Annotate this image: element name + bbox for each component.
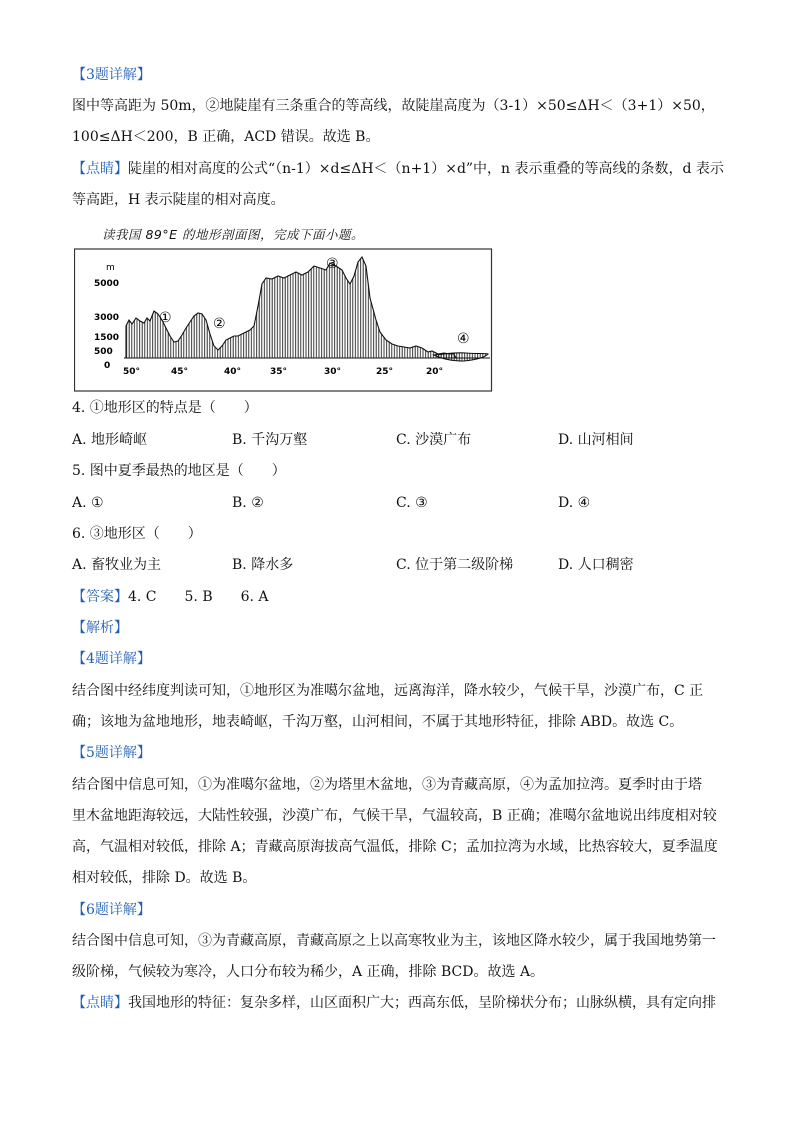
y-tick-label: 1500: [94, 333, 120, 343]
q6-explanation-line1: 结合图中信息可知，③为青藏高原，青藏高原之上以高寒牧业为主，该地区降水较少，属于我国地势第一: [72, 933, 716, 949]
q6-option-c: C. 位于第二级阶梯: [396, 557, 514, 573]
x-tick-label: 20°: [426, 367, 444, 377]
region-label-1: ①: [159, 310, 172, 326]
tip2-text: 我国地形的特征：复杂多样，山区面积广大；西高东低，呈阶梯状分布；山脉纵横，具有定向排: [128, 995, 716, 1011]
y-tick-label: 0: [104, 361, 111, 371]
q3-explanation-line2: 100≤ΔH＜200，B 正确，ACD 错误。故选 B。: [72, 129, 380, 145]
tip1-line2: 等高距，H 表示陡崖的相对高度。: [72, 192, 285, 208]
q5-explanation-line2: 里木盆地距海较远，大陆性较强，沙漠广布，气候干旱，气温较高，B 正确；准噶尔盆地说出纬度相对较: [72, 808, 717, 824]
q4-explanation-line2: 确；该地为盆地地形，地表崎岖，千沟万壑，山河相间，不属于其地形特征，排除 ABD。故选 C。: [72, 714, 684, 730]
q5-option-c: C. ③: [396, 495, 428, 511]
q4-explanation-line1: 结合图中经纬度判读可知，①地形区为准噶尔盆地，远离海洋，降水较少，气候干旱，沙漠广布，C 正: [72, 683, 704, 699]
q5-option-d: D. ④: [558, 495, 591, 511]
q6-explanation-line2: 级阶梯，气候较为寒冷，人口分布较为稀少，A 正确，排除 BCD。故选 A。: [72, 964, 545, 980]
tip2-line1: [72, 994, 716, 1012]
region-label-2: ②: [213, 316, 226, 332]
q6-option-d: D. 人口稠密: [558, 557, 634, 573]
q4-header: 【4题详解】: [72, 651, 151, 667]
terrain-profile-figure: [74, 248, 494, 393]
tip1-line1: [72, 160, 724, 178]
q3-header: 【3题详解】: [72, 67, 151, 83]
x-tick-label: 45°: [171, 367, 189, 377]
question-6: 6. ③地形区（ ）: [72, 526, 202, 542]
question-5: 5. 图中夏季最热的地区是（ ）: [72, 463, 286, 479]
question-4: 4. ①地形区的特点是（ ）: [72, 400, 258, 416]
q5-header: 【5题详解】: [72, 745, 151, 761]
terrain-profile-bay: [434, 353, 488, 361]
answer-text: 4. C 5. B 6. A: [128, 589, 269, 605]
answer-label: 【答案】: [72, 589, 128, 605]
y-unit-label: m: [106, 263, 115, 273]
x-tick-label: 40°: [224, 367, 242, 377]
q4-option-c: C. 沙漠广布: [396, 432, 472, 448]
q5-option-b: B. ②: [232, 495, 264, 511]
y-tick-label: 3000: [94, 313, 120, 323]
y-tick-label: 5000: [94, 279, 120, 289]
q4-option-d: D. 山河相间: [558, 432, 634, 448]
x-tick-label: 50°: [123, 367, 141, 377]
figure-caption: 读我国 89°E 的地形剖面图，完成下面小题。: [102, 227, 365, 242]
x-tick-label: 30°: [324, 367, 342, 377]
x-tick-label: 25°: [376, 367, 394, 377]
analysis-label: 【解析】: [72, 620, 128, 636]
tip1-label: 【点睛】: [72, 161, 128, 177]
q5-explanation-line3: 高，气温相对较低，排除 A；青藏高原海拔高气温低，排除 C；孟加拉湾为水域，比热容较大，夏季温度: [72, 839, 718, 855]
q5-explanation-line1: 结合图中信息可知，①为准噶尔盆地，②为塔里木盆地，③为青藏高原，④为孟加拉湾。夏季时由于塔: [72, 777, 702, 793]
q5-option-a: A. ①: [72, 495, 104, 511]
q4-option-b: B. 千沟万壑: [232, 432, 308, 448]
q3-explanation-line1: 图中等高距为 50m，②地陡崖有三条重合的等高线，故陡崖高度为（3-1）×50≤ΔH＜（3+1）×50，: [72, 98, 715, 114]
tip1-text: 陡崖的相对高度的公式“（n-1）×d≤ΔH＜（n+1）×d”中，n 表示重叠的等高线的条数，d 表示: [128, 161, 724, 177]
q6-option-a: A. 畜牧业为主: [72, 557, 162, 573]
q6-option-b: B. 降水多: [232, 557, 294, 573]
q4-option-a: A. 地形崎岖: [72, 432, 148, 448]
answer-line: [72, 588, 269, 606]
region-label-4: ④: [457, 331, 470, 347]
tip2-label: 【点睛】: [72, 995, 128, 1011]
q5-explanation-line4: 相对较低，排除 D。故选 B。: [72, 870, 257, 886]
q6-header: 【6题详解】: [72, 902, 151, 918]
y-tick-label: 500: [94, 347, 113, 357]
region-label-3: ③: [326, 256, 339, 272]
terrain-profile-land: [126, 257, 456, 358]
x-tick-label: 35°: [270, 367, 288, 377]
